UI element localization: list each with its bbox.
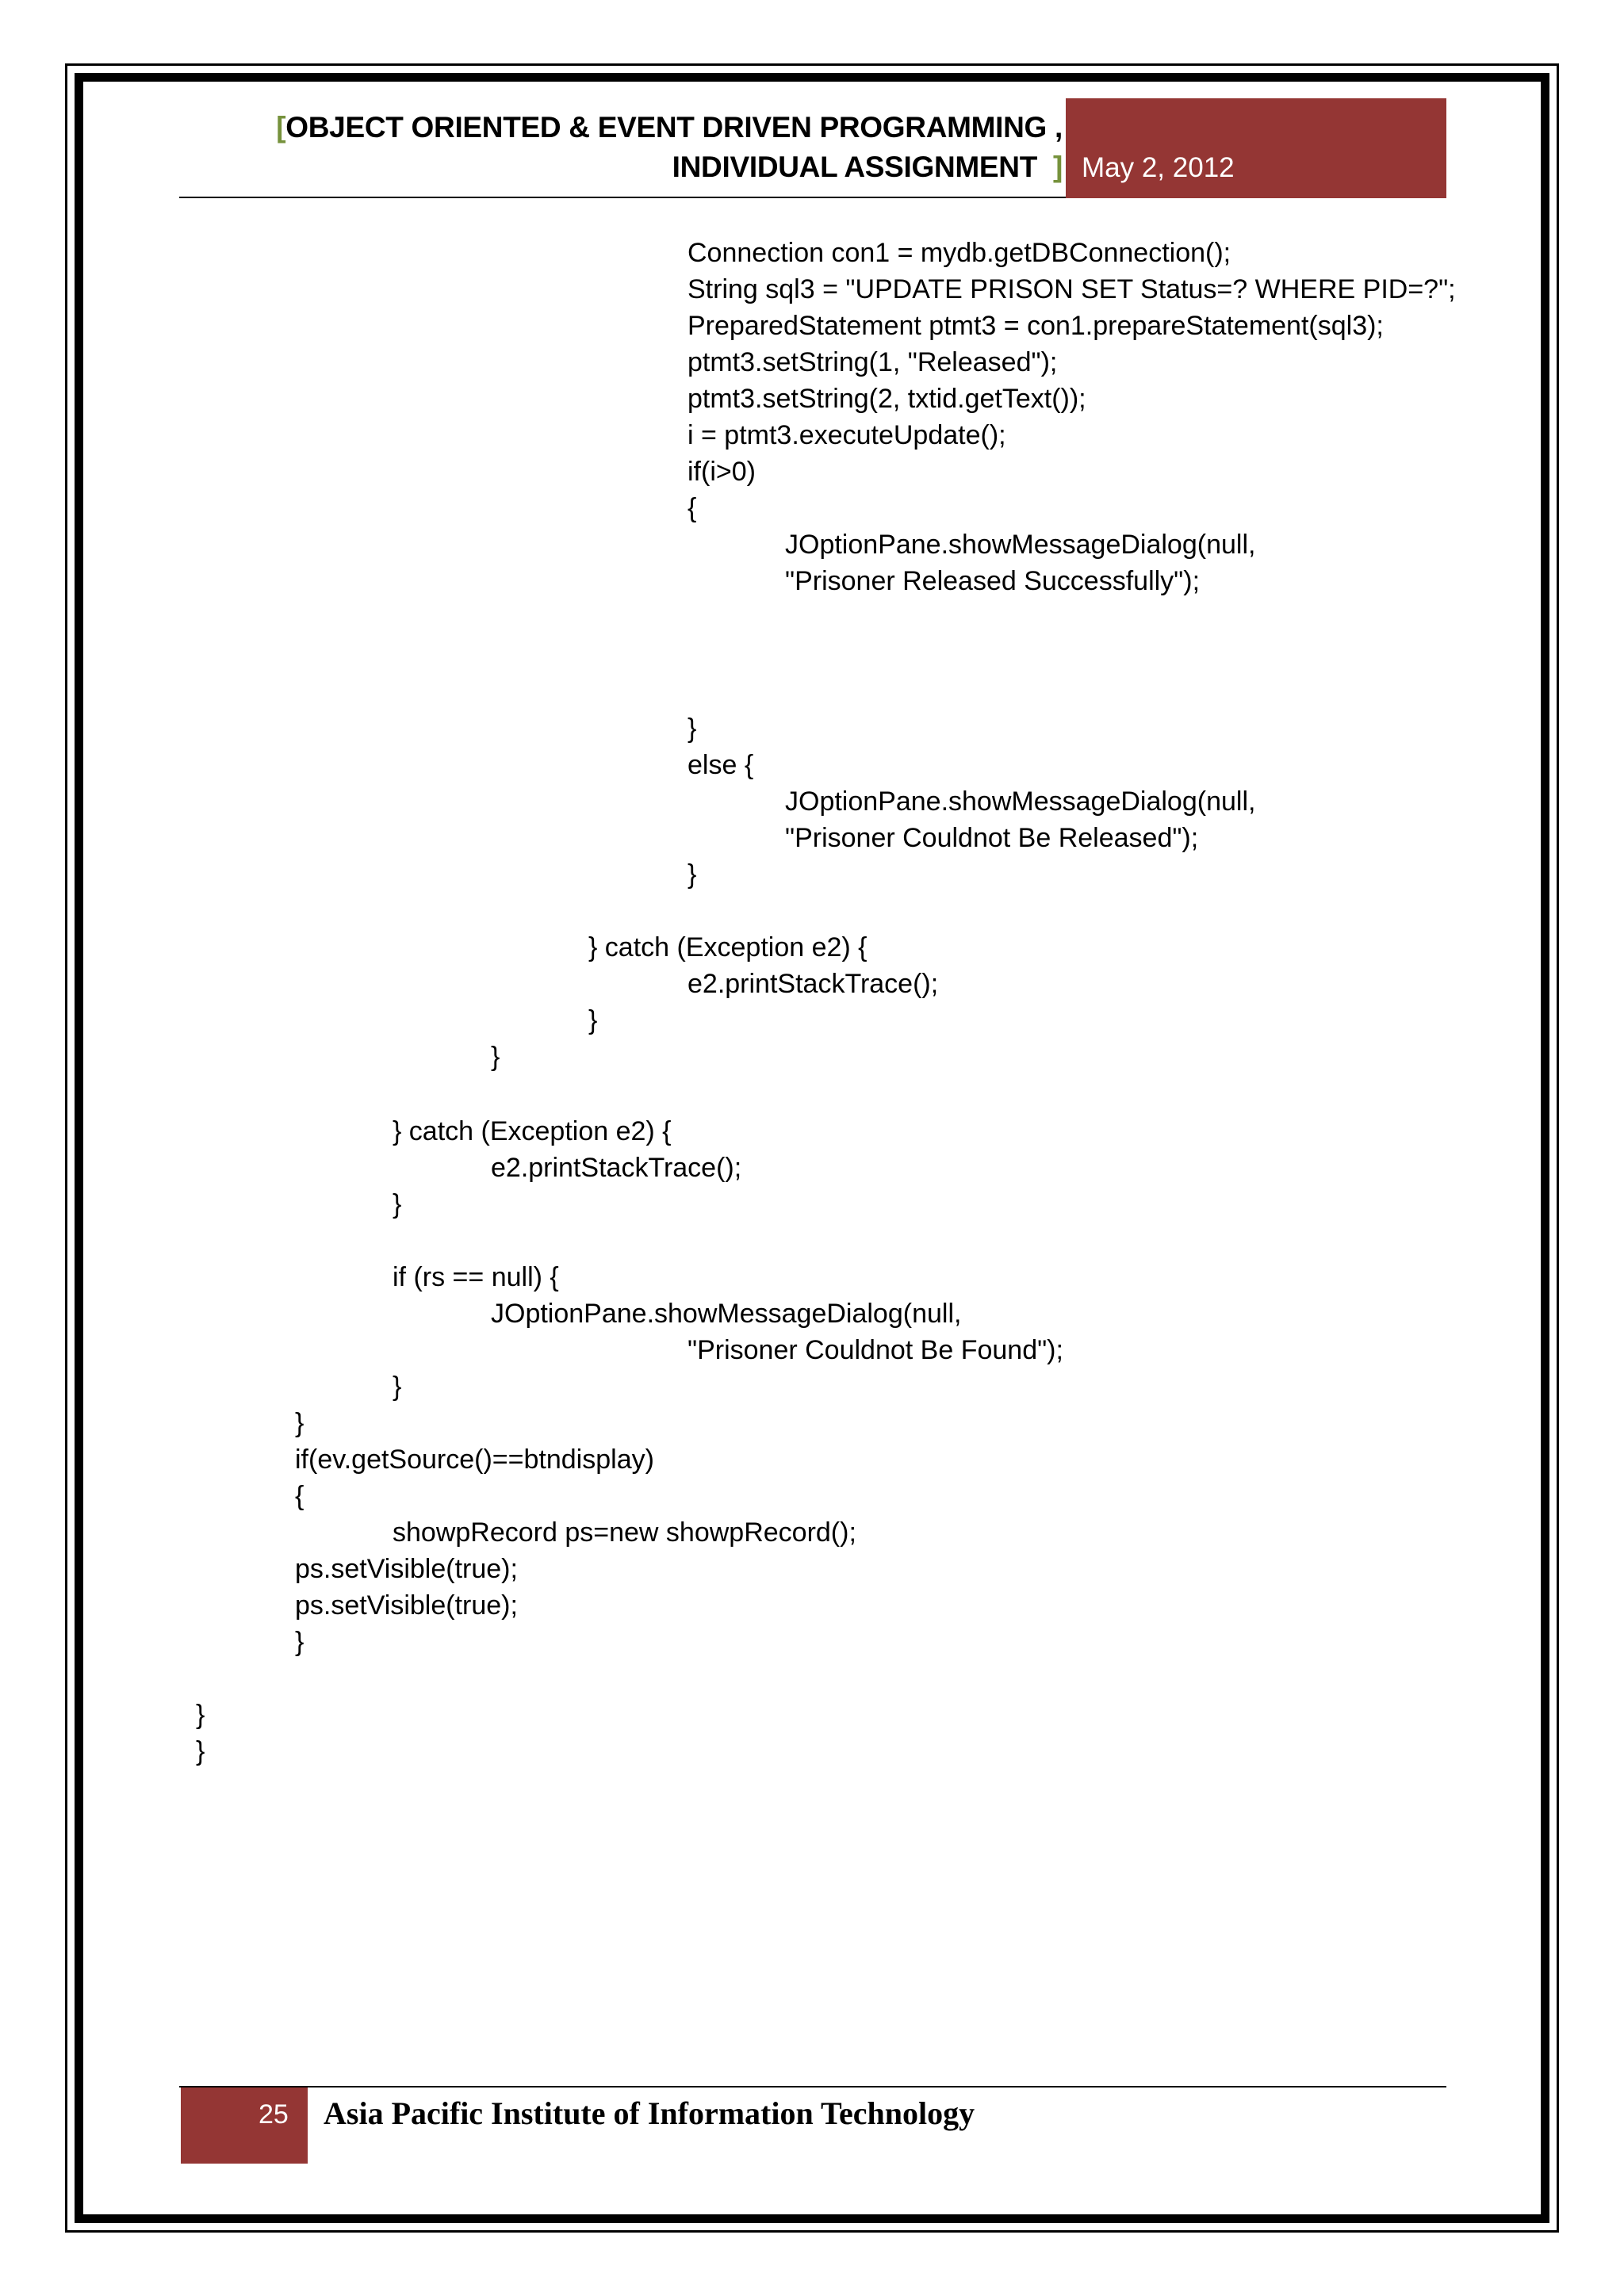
code-line: } catch (Exception e2) { [393,1116,672,1146]
code-line: else { [688,750,754,780]
footer-page-box [181,2087,308,2164]
code-line: JOptionPane.showMessageDialog(null, [785,530,1256,560]
footer-rule [179,2086,1446,2087]
code-line: } [196,1736,205,1766]
code-line: JOptionPane.showMessageDialog(null, [785,786,1256,817]
code-line: String sql3 = "UPDATE PRISON SET Status=? WHERE PID=?"; [688,274,1456,304]
code-line: } [688,714,697,744]
code-line: e2.printStackTrace(); [491,1153,742,1183]
header-title-line2: INDIVIDUAL ASSIGNMENT ] [672,151,1063,183]
code-line: } [588,1005,598,1035]
code-line: ps.setVisible(true); [295,1554,518,1584]
code-line: } [196,1700,205,1730]
code-line: Connection con1 = mydb.getDBConnection(); [688,238,1231,268]
code-line: ptmt3.setString(1, "Released"); [688,347,1058,377]
code-line: i = ptmt3.executeUpdate(); [688,420,1006,450]
header-title [111,108,1063,187]
code-line: JOptionPane.showMessageDialog(null, [491,1299,962,1329]
footer-organization: Asia Pacific Institute of Information Technology [324,2095,975,2131]
code-line: } [295,1408,304,1438]
code-line: } [393,1372,402,1402]
page-number: 25 [259,2099,289,2130]
code-line: ptmt3.setString(2, txtid.getText()); [688,384,1086,414]
code-line: PreparedStatement ptmt3 = con1.prepareStatement(sql3); [688,311,1384,341]
code-line: if(ev.getSource()==btndisplay) [295,1445,654,1475]
code-line: "Prisoner Couldnot Be Released"); [785,823,1199,853]
code-line: e2.printStackTrace(); [688,969,939,999]
header-title-line1: [OBJECT ORIENTED & EVENT DRIVEN PROGRAMMING , [276,111,1063,144]
code-line: { [688,493,697,523]
header-close-bracket: ] [1052,151,1063,183]
code-line: } [491,1042,500,1072]
code-line: } [688,859,697,890]
code-line: if (rs == null) { [393,1262,559,1292]
code-line: } [393,1189,402,1219]
code-line: "Prisoner Released Successfully"); [785,566,1201,596]
code-line: } catch (Exception e2) { [588,932,868,962]
header-open-bracket: [ [276,111,286,144]
code-line: if(i>0) [688,457,756,487]
code-line: { [295,1481,304,1511]
header-date: May 2, 2012 [1082,152,1235,183]
code-line: "Prisoner Couldnot Be Found"); [688,1335,1063,1365]
code-line: } [295,1627,304,1657]
code-line: ps.setVisible(true); [295,1590,518,1621]
code-line: showpRecord ps=new showpRecord(); [393,1517,856,1548]
header-rule [179,197,1066,198]
